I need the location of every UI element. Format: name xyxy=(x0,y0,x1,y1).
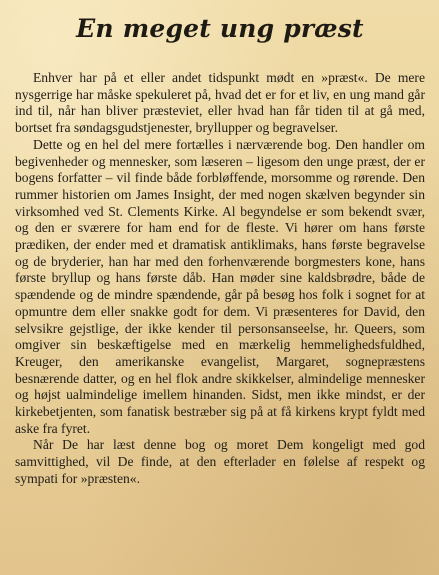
description-paragraph-2: Dette og en hel del mere fortælles i nærværende bog. Den handler om begivenheder og mennesker, som læseren – ligesom den unge præst, der er bogens forfatter – vil finde både forbløffende, morsomme og rørende. Den rummer historien om James Insight, der med nogen skælven begynder sin virksomhed ved St. Clements Kirke. Al begyndelse er som bekendt svær, og den er sværere for ham end for de fleste. Vi hører om hans første prædiken, der ender med et dramatisk antiklimaks, hans første begravelse og de bryderier, han har med den forhenværende borgmesters kone, hans første bryllup og hans første dåb. Han møder sine kaldsbrødre, både de spændende og de mindre spændende, går på besøg hos folk i sognet for at opmuntre dem eller snakke godt for dem. Vi præsenteres for David, den selvsikre gejstlige, der ikke kender til personsanseelse, hr. Queers, som omgiver sin beskæftigelse med en mærkelig hemmelighedsfuldhed, Kreuger, den amerikanske evangelist, Margaret, sognepræstens besnærende datter, og en hel flok andre skikkelser, almindelige mennesker og højst ualmindelige imellem hinanden. Sidst, men ikke mindst, er der kirkebetjenten, som fanatisk bestræber sig på at få kirkens krypt fyldt med aske fra fyret. xyxy=(15,136,425,436)
description-paragraph-3: Når De har læst denne bog og moret Dem kongeligt med god samvittighed, vil De finde, at den efterlader en følelse af respekt og sympati for »præsten«. xyxy=(15,437,425,486)
book-description xyxy=(15,70,425,488)
description-paragraph-1: Enhver har på et eller andet tidspunkt mødt en »præst«. De mere nysgerrige har måske spekuleret på, hvad det er for et liv, en ung mand går ind til, når han bliver præsteviet, eller hvad han får tiden til at gå med, bortset fra søndagsgudstjenester, bryllupper og begravelser. xyxy=(15,70,425,136)
book-title: En meget ung præst xyxy=(76,14,364,43)
